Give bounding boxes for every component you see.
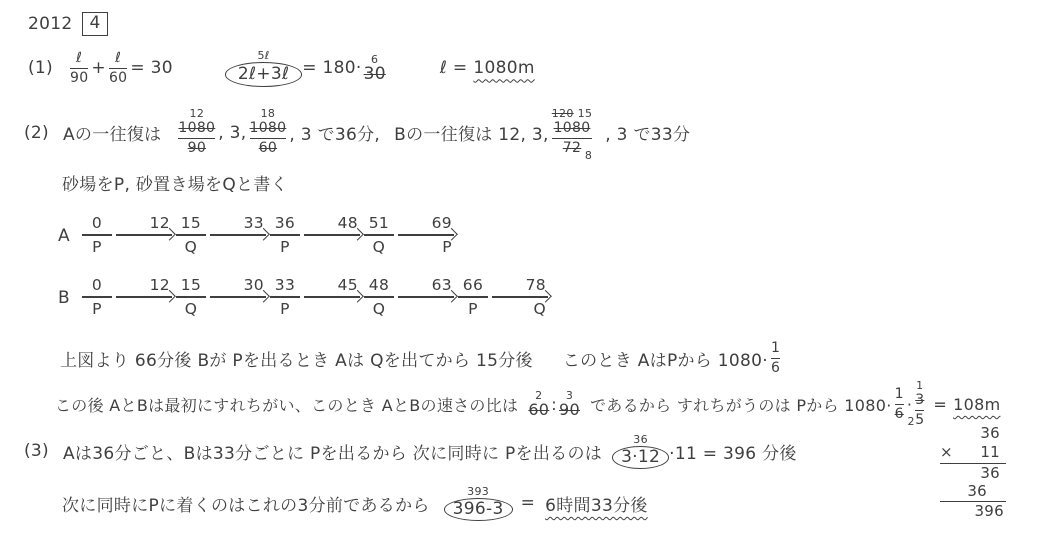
part2-comma1: , 3, <box>218 122 247 143</box>
depart-time: 66 <box>462 276 484 294</box>
arrow-icon <box>304 234 360 236</box>
timeline-arrow <box>398 274 454 320</box>
spacer <box>304 238 360 258</box>
arrow-icon <box>398 234 454 236</box>
timeline-arrow <box>304 212 360 258</box>
arrow-icon <box>210 296 266 298</box>
spacer <box>210 300 266 320</box>
timeline-b-label: B <box>58 288 70 308</box>
part3-text-a: Aは36分ごと、Bは33分ごとに Pを出るから 次に同時に Pを出るのは <box>62 443 603 464</box>
arrive-time: 63 <box>431 276 452 294</box>
part2-text-b: Bの一往復は 12, 3, <box>394 125 549 146</box>
note-line-2 <box>55 380 1000 429</box>
spacer <box>116 300 172 320</box>
struck-note: 120 <box>551 107 574 120</box>
cancel-note: 12 <box>189 107 205 120</box>
multiplier: 11 <box>980 442 1000 461</box>
timeline-arrow <box>210 274 266 320</box>
fraction-denominator: 60 <box>108 70 128 87</box>
fraction-1080-over-90 <box>178 108 215 157</box>
station-bar <box>270 296 300 298</box>
part2-36min: , 3 で36分, <box>289 125 381 146</box>
depart-time: 36 <box>274 214 296 232</box>
struck-value: 60 <box>528 400 550 420</box>
cancel-note: 2 <box>535 389 543 403</box>
meeting-answer: 108m <box>953 395 1001 415</box>
part2-33min: , 3 で33分 <box>605 125 691 146</box>
station-bar <box>458 296 488 298</box>
cancel-note: 8 <box>584 148 593 162</box>
arrow-icon <box>304 296 360 298</box>
note2-text: この後 AとBは最初にすれちがい、このとき AとBの速さの比は <box>55 396 519 416</box>
partial-product-1: 36 <box>980 463 1000 482</box>
cancel-note: 3 <box>565 389 574 403</box>
fraction-numerator: 1 <box>770 340 781 356</box>
timeline-a-label: A <box>58 226 70 246</box>
timeline-station <box>458 274 488 320</box>
timeline-final-arrow <box>492 274 548 320</box>
fraction-bar <box>250 138 287 139</box>
subtraction-group <box>444 486 513 521</box>
part1-line <box>28 50 535 87</box>
timeline-final-arrow <box>398 212 454 258</box>
part3-label: (3) <box>24 441 49 462</box>
final-equals: = <box>520 493 536 514</box>
arrow-icon <box>398 296 454 298</box>
arrow-icon <box>210 234 266 236</box>
arrow-icon <box>116 234 172 236</box>
multiplier-row <box>940 443 1006 464</box>
arrive-time: 45 <box>337 276 358 294</box>
station-label: P <box>280 237 290 256</box>
fraction-1080-over-60 <box>250 108 287 157</box>
station-label: P <box>468 299 478 318</box>
multiplicand: 36 <box>980 424 1000 442</box>
note-line-1 <box>60 340 783 377</box>
note1-text2: このとき AはPから 1080· <box>562 350 768 371</box>
arrive-time: 48 <box>337 214 358 232</box>
station-bar <box>176 234 206 236</box>
fraction-numerator: ℓ <box>76 50 83 66</box>
timeline-station <box>82 274 112 320</box>
arrow-icon <box>492 296 548 298</box>
timeline-station <box>364 274 394 320</box>
circled-sum: 2ℓ+3ℓ <box>225 62 302 87</box>
depart-time: 51 <box>368 214 390 232</box>
timeline-station <box>270 274 300 320</box>
spacer <box>116 238 172 258</box>
fraction-denominator-group <box>562 140 593 162</box>
part2-label: (2) <box>24 122 49 143</box>
part3-line-b <box>62 486 648 521</box>
worksheet-header <box>28 12 108 36</box>
arrive-time: 33 <box>243 214 264 232</box>
timeline-arrow <box>116 274 172 320</box>
equals-30: = 30 <box>130 58 173 79</box>
station-label: P <box>92 299 102 318</box>
fraction-bar <box>109 68 127 69</box>
timeline-row-b <box>58 274 550 320</box>
station-bar <box>364 234 394 236</box>
cancel-note: 2 <box>907 414 915 428</box>
fraction-bar <box>552 138 593 139</box>
product: 396 <box>974 502 1004 520</box>
fraction-l-over-90 <box>70 50 88 87</box>
fraction-numerator: 1 <box>894 386 904 403</box>
problem-number-box: 4 <box>82 12 107 36</box>
timeline-station <box>82 212 112 258</box>
station-label: Q <box>533 299 546 318</box>
depart-time: 33 <box>274 276 296 294</box>
depart-time: 0 <box>91 214 103 232</box>
fraction-l-over-60 <box>109 50 127 87</box>
depart-time: 15 <box>180 276 202 294</box>
answer-equals: = <box>933 395 948 415</box>
part2-text-a: Aの一往復は <box>62 125 162 146</box>
multiply-dot: · <box>906 395 913 415</box>
timeline-arrow <box>304 274 360 320</box>
station-label: P <box>280 299 290 318</box>
fraction-numerator: 1080 <box>249 120 287 137</box>
ratio-right <box>559 390 580 419</box>
part1-label: (1) <box>28 58 53 79</box>
part3-line <box>24 434 797 469</box>
station-label: Q <box>184 299 198 318</box>
station-label: Q <box>372 237 386 256</box>
timeline-station <box>364 212 394 258</box>
arrive-time: 69 <box>431 214 452 232</box>
station-label: P <box>92 237 102 256</box>
fraction-1-over-6-cancelled <box>894 386 915 428</box>
arrive-time: 78 <box>525 276 546 294</box>
part3-rest: ·11 = 396 分後 <box>669 443 797 464</box>
depart-time: 48 <box>368 276 390 294</box>
fraction-bar <box>915 410 924 411</box>
depart-time: 15 <box>180 214 202 232</box>
fraction-denominator-group <box>894 406 915 428</box>
ratio-left <box>528 390 549 419</box>
product-note: 36 <box>633 433 648 446</box>
spacer <box>304 300 360 320</box>
arrive-time: 12 <box>149 276 170 294</box>
cancel-notes <box>552 108 593 120</box>
struck-value: 90 <box>559 400 580 420</box>
fraction-1-over-6 <box>771 340 780 377</box>
timeline-arrow <box>210 212 266 258</box>
fraction-numerator: ℓ <box>115 50 122 66</box>
fraction-denominator: 6 <box>770 360 781 377</box>
fraction-denominator: 90 <box>187 140 207 157</box>
times-icon: × <box>940 442 953 461</box>
combined-terms-group <box>225 50 302 87</box>
station-bar <box>82 296 112 298</box>
year-label: 2012 <box>28 14 73 34</box>
fraction-numerator: 3 <box>915 392 925 409</box>
cancel-note: 18 <box>260 107 276 120</box>
timeline-arrow <box>116 212 172 258</box>
station-label: P <box>442 237 452 256</box>
fraction-denominator: 5 <box>915 412 925 429</box>
station-label: Q <box>184 237 198 256</box>
fraction-bar <box>70 68 88 69</box>
circled-factors: 3·12 <box>612 446 669 469</box>
arrow-icon <box>116 296 172 298</box>
partial-product-2: 36 <box>940 482 1006 502</box>
fraction-denominator: 90 <box>69 70 89 87</box>
plus-sign: + <box>91 58 106 79</box>
ratio-colon: : <box>551 395 557 415</box>
fraction-denominator: 72 <box>562 140 582 157</box>
timeline-station <box>270 212 300 258</box>
definition-text: 砂場をP, 砂置き場をQと書く <box>62 175 288 195</box>
equals-180: = 180· <box>302 58 362 79</box>
timeline-station <box>176 212 206 258</box>
part2-line <box>24 107 691 162</box>
fraction-numerator: 1080 <box>553 120 591 137</box>
lcm-group <box>612 434 669 469</box>
part3-text-b: 次に同時にPに着くのはこれの3分前であるから <box>62 495 430 516</box>
timeline-station <box>176 274 206 320</box>
arrive-time: 30 <box>243 276 264 294</box>
part1-answer: 1080m <box>473 58 535 79</box>
note1-text: 上図より 66分後 Bが Pを出るとき Aは Qを出てから 15分後 <box>60 350 533 371</box>
station-label: Q <box>372 299 386 318</box>
station-bar <box>270 234 300 236</box>
note2-text2: であるから すれちがうのは Pから 1080· <box>589 396 892 416</box>
result-note: 15 <box>577 107 593 120</box>
spacer <box>398 300 454 320</box>
station-bar <box>364 296 394 298</box>
cancel-note: 6 <box>371 52 379 66</box>
arrive-time: 12 <box>149 214 170 232</box>
definition-line <box>62 170 288 195</box>
combined-note: 5ℓ <box>257 49 270 63</box>
struck-value: 30 <box>363 63 386 84</box>
answer-lhs: ℓ = <box>439 58 468 79</box>
station-bar <box>176 296 206 298</box>
fraction-numerator: 1080 <box>178 120 216 137</box>
result-note: 393 <box>467 485 490 498</box>
fraction-3-over-5-cancelled <box>915 380 924 429</box>
fraction-bar <box>178 138 215 139</box>
fraction-denominator: 60 <box>258 140 278 157</box>
fraction-bar <box>895 404 904 405</box>
station-bar <box>82 234 112 236</box>
fraction-denominator: 6 <box>894 406 904 423</box>
fraction-1080-over-72 <box>551 107 593 162</box>
final-answer: 6時間33分後 <box>545 495 648 516</box>
spacer <box>210 238 266 258</box>
multiplication-work <box>940 424 1006 521</box>
circled-subtraction: 396-3 <box>444 498 513 521</box>
depart-time: 0 <box>91 276 103 294</box>
cancel-note: 1 <box>916 379 924 392</box>
timeline-row-a <box>58 212 456 258</box>
cancelled-30 <box>364 54 386 84</box>
fraction-bar <box>771 358 780 359</box>
